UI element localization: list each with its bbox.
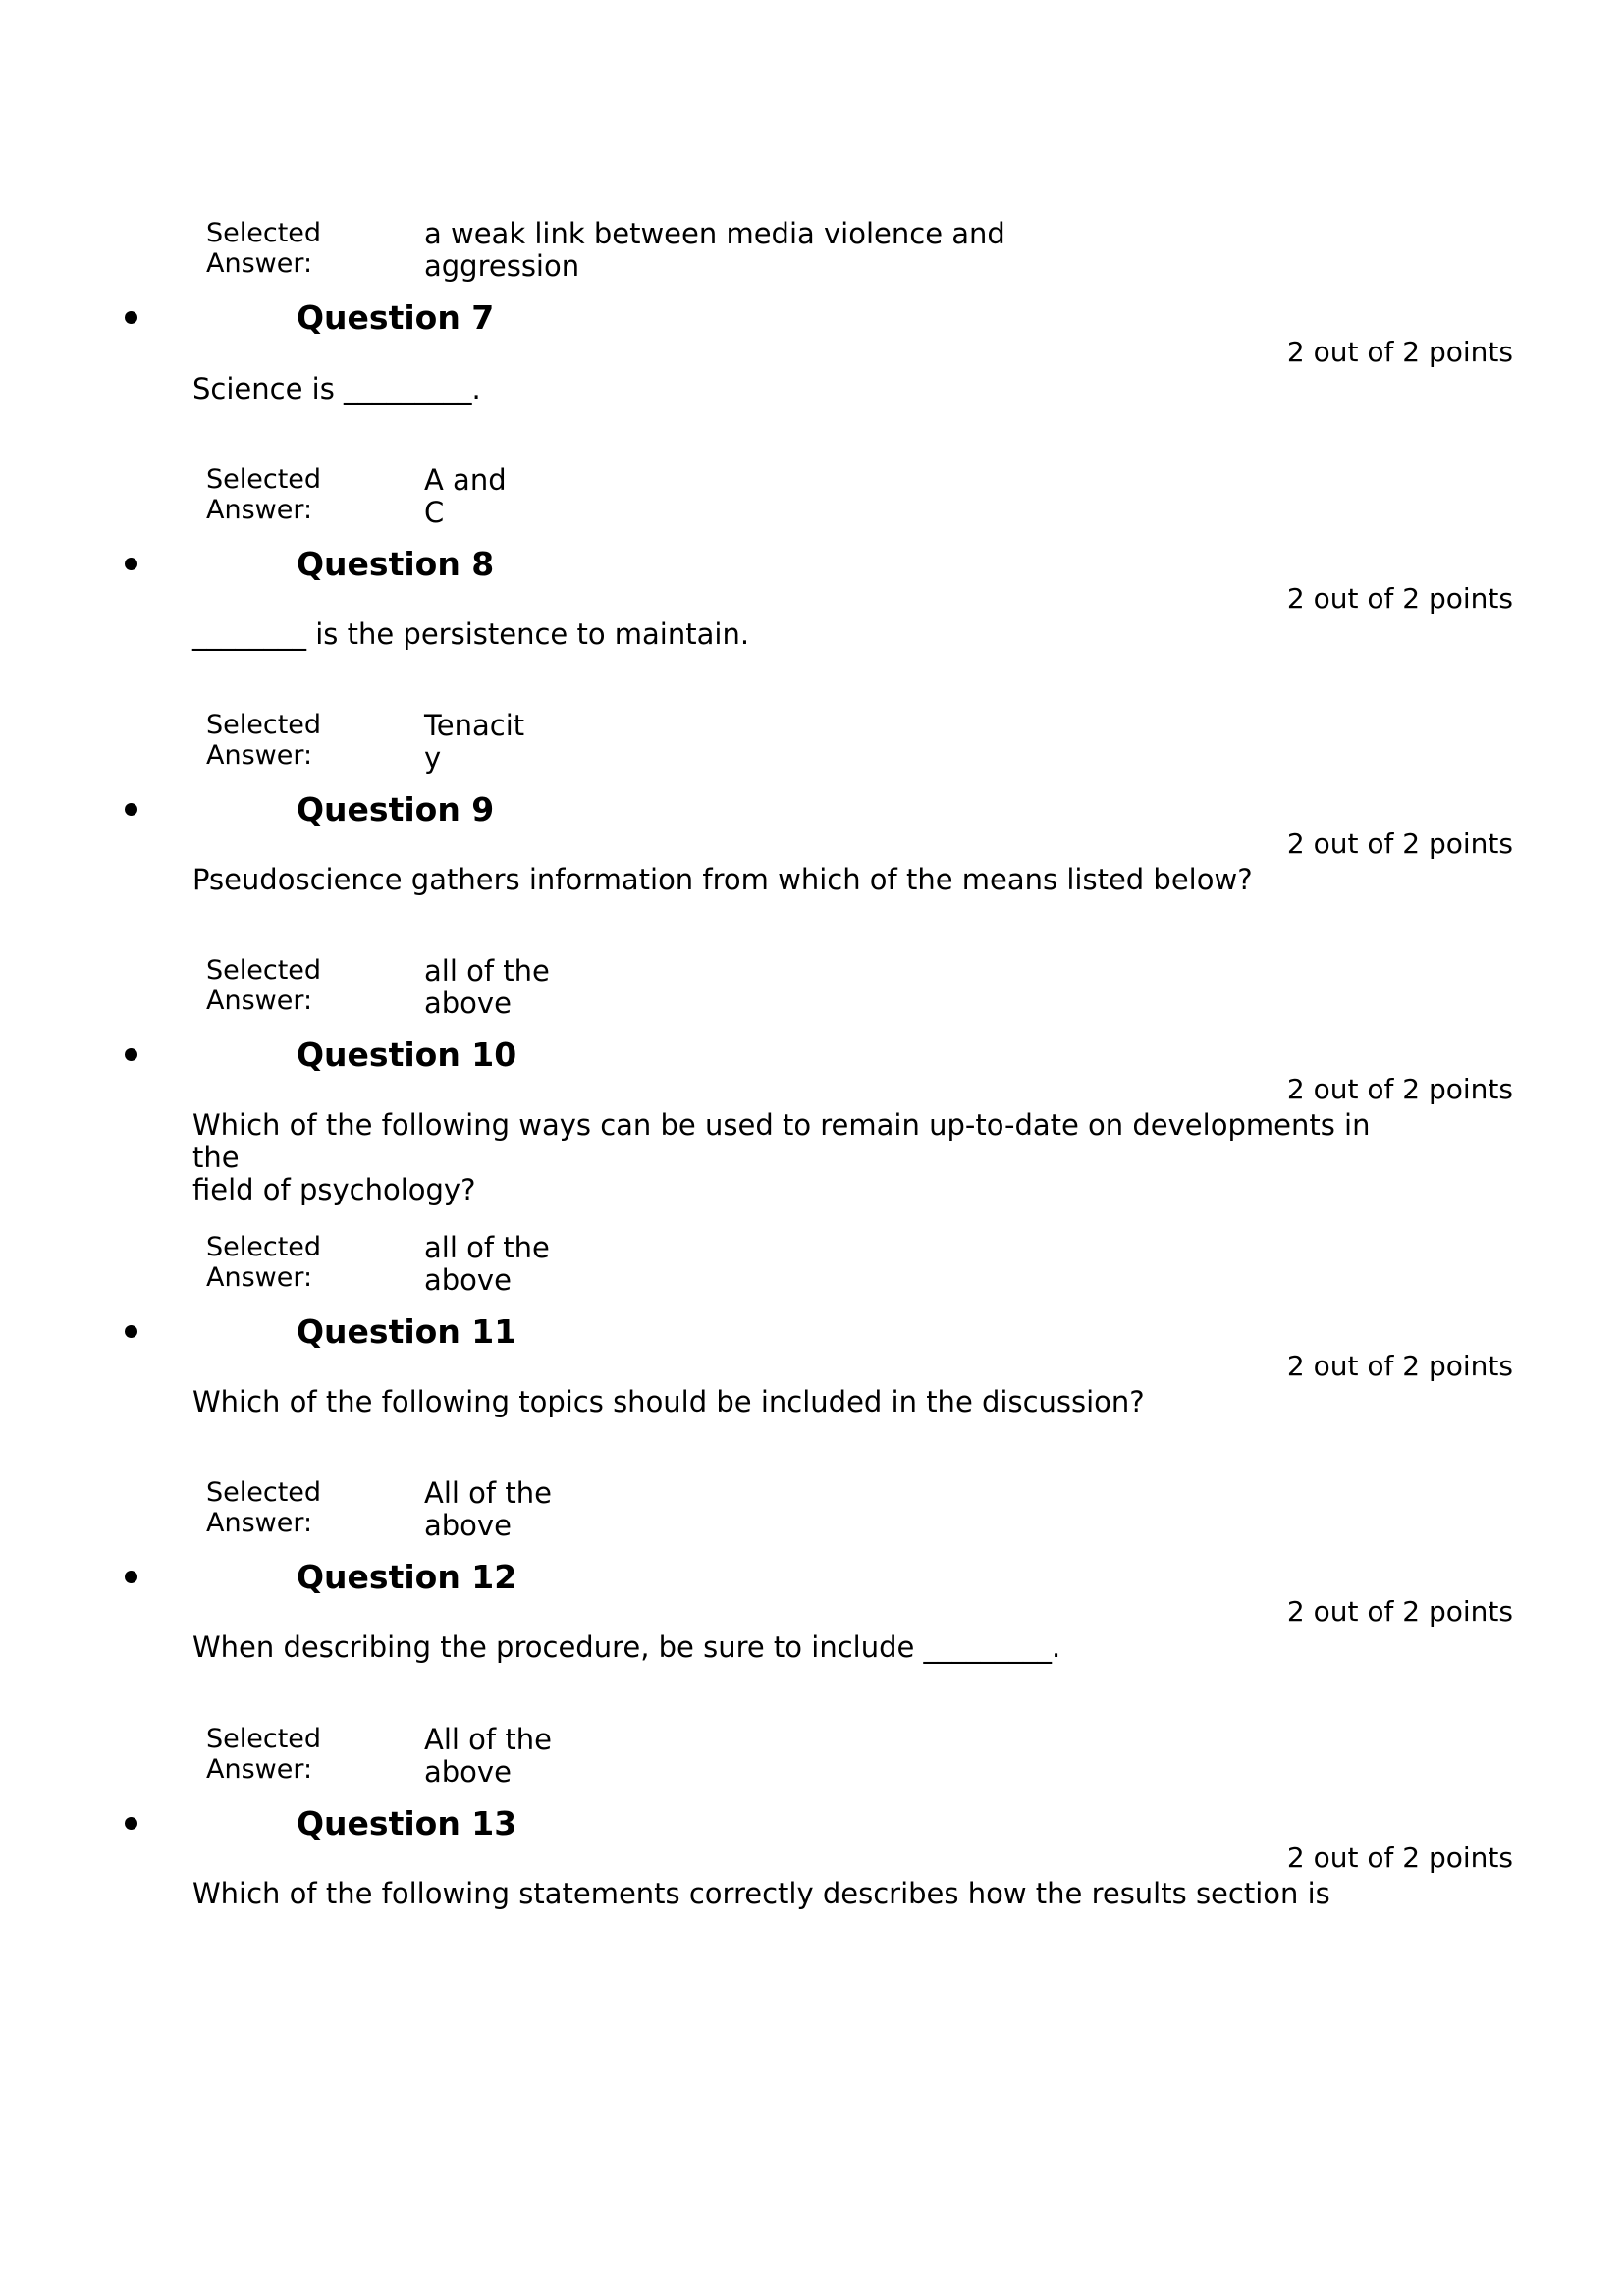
selected-answer-value: A and C xyxy=(424,463,507,529)
question-points: 2 out of 2 points xyxy=(1286,1595,1513,1628)
selected-answer-block xyxy=(206,955,1090,1018)
question-text: Science is _________. xyxy=(192,372,481,405)
question-points: 2 out of 2 points xyxy=(1286,336,1513,368)
selected-answer-label: Selected Answer: xyxy=(206,1724,322,1785)
question-title: Question 11 xyxy=(297,1312,517,1351)
question-points: 2 out of 2 points xyxy=(1286,1842,1513,1874)
selected-answer-block xyxy=(206,710,1090,773)
selected-answer-block xyxy=(206,1477,1090,1540)
selected-answer-value: Tenacit y xyxy=(424,709,525,774)
question-text: Pseudoscience gathers information from which of the means listed below? xyxy=(192,863,1253,896)
selected-answer-label: Selected Answer: xyxy=(206,218,322,279)
question-text: Which of the following statements correctly describes how the results section is xyxy=(192,1877,1330,1910)
selected-answer-block xyxy=(206,1724,1090,1787)
question-title: Question 8 xyxy=(297,545,495,583)
question-points: 2 out of 2 points xyxy=(1286,1350,1513,1382)
question-points: 2 out of 2 points xyxy=(1286,828,1513,860)
bullet-icon xyxy=(125,1817,137,1830)
selected-answer-value: All of the above xyxy=(424,1476,552,1542)
selected-answer-block xyxy=(206,218,1090,281)
question-text: When describing the procedure, be sure to include _________. xyxy=(192,1630,1061,1664)
selected-answer-value: a weak link between media violence and aggression xyxy=(424,217,1005,283)
bullet-icon xyxy=(125,1571,137,1583)
selected-answer-block xyxy=(206,464,1090,527)
selected-answer-block xyxy=(206,1232,1090,1295)
question-text: Which of the following topics should be included in the discussion? xyxy=(192,1385,1145,1418)
selected-answer-label: Selected Answer: xyxy=(206,1232,322,1293)
question-title: Question 10 xyxy=(297,1036,517,1074)
selected-answer-label: Selected Answer: xyxy=(206,1477,322,1538)
question-text: Which of the following ways can be used to remain up-to-date on developments in the field of psychology? xyxy=(192,1108,1371,1206)
question-title: Question 9 xyxy=(297,790,495,828)
question-points: 2 out of 2 points xyxy=(1286,1073,1513,1105)
question-text: ________ is the persistence to maintain. xyxy=(192,617,750,651)
selected-answer-label: Selected Answer: xyxy=(206,710,322,771)
selected-answer-value: all of the above xyxy=(424,954,550,1020)
question-title: Question 13 xyxy=(297,1804,517,1842)
bullet-icon xyxy=(125,311,137,324)
selected-answer-label: Selected Answer: xyxy=(206,464,322,525)
question-points: 2 out of 2 points xyxy=(1286,582,1513,614)
bullet-icon xyxy=(125,803,137,816)
question-title: Question 12 xyxy=(297,1558,517,1596)
question-title: Question 7 xyxy=(297,298,495,337)
bullet-icon xyxy=(125,1325,137,1338)
selected-answer-value: All of the above xyxy=(424,1723,552,1789)
bullet-icon xyxy=(125,558,137,570)
selected-answer-value: all of the above xyxy=(424,1231,550,1297)
selected-answer-label: Selected Answer: xyxy=(206,955,322,1016)
bullet-icon xyxy=(125,1048,137,1061)
